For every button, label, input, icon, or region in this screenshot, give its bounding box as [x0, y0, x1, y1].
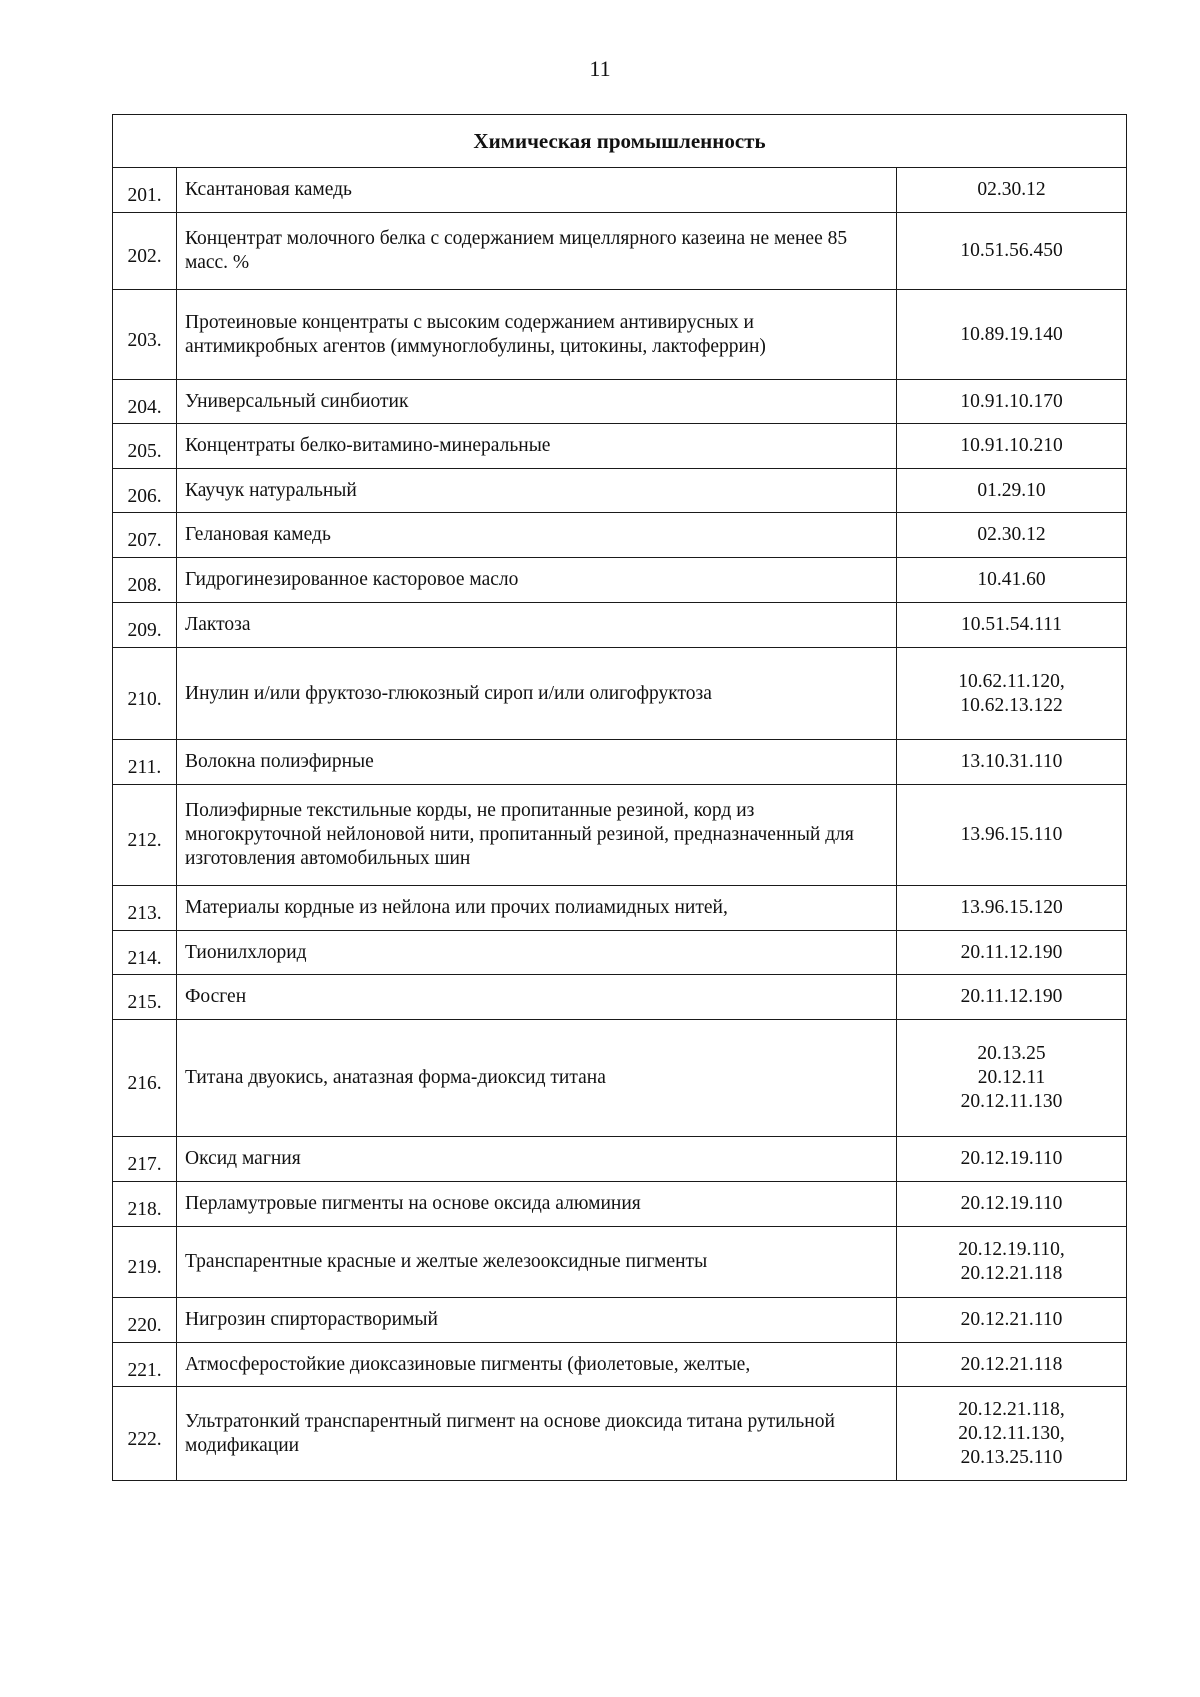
okpd-code: 10.62.13.122: [960, 694, 1063, 716]
row-number: 205.: [113, 424, 177, 469]
product-name: Инулин и/или фруктозо-глюкозный сироп и/или олигофруктоза: [177, 648, 897, 740]
table-row: [113, 1020, 1127, 1137]
okpd-code: 10.62.11.120,: [958, 670, 1065, 692]
okpd-code-cell: [897, 290, 1127, 380]
product-name: Геланoвая камедь: [177, 513, 897, 558]
okpd-code-cell: [897, 469, 1127, 513]
product-name: Концентрат молочного белка с содержанием мицеллярного казеина не менее 85 масс. %: [177, 213, 897, 290]
table-row: [113, 886, 1127, 931]
row-number: 208.: [113, 558, 177, 603]
okpd-code: 20.12.11: [977, 1067, 1046, 1088]
table-row: [113, 1298, 1127, 1343]
product-name: Атмосферостойкие диоксазиновые пигменты (фиолетовые, желтые,: [177, 1343, 897, 1387]
table-row: [113, 1343, 1127, 1387]
okpd-code: 02.30.12: [977, 524, 1046, 545]
product-name: Концентраты белко-витамино-минеральные: [177, 424, 897, 469]
product-table: [112, 114, 1127, 1481]
okpd-code-cell: [897, 213, 1127, 290]
row-number: 212.: [113, 785, 177, 886]
table-row: [113, 290, 1127, 380]
table-row: [113, 648, 1127, 740]
row-number: 203.: [113, 290, 177, 380]
okpd-code-cell: [897, 1227, 1127, 1298]
okpd-code: 20.11.12.190: [960, 941, 1063, 963]
row-number: 211.: [113, 740, 177, 785]
okpd-code: 20.12.11.130,: [958, 1422, 1065, 1444]
okpd-code: 10.51.54.111: [961, 614, 1062, 635]
okpd-code-cell: [897, 648, 1127, 740]
okpd-code-cell: [897, 168, 1127, 213]
row-number: 213.: [113, 886, 177, 931]
table-row: [113, 469, 1127, 513]
row-number: 201.: [113, 168, 177, 213]
okpd-code-cell: [897, 380, 1127, 424]
okpd-code-cell: [897, 424, 1127, 469]
table-row: [113, 1137, 1127, 1182]
product-name: Тионилхлорид: [177, 931, 897, 975]
product-name: Волокна полиэфирные: [177, 740, 897, 785]
okpd-code: 20.12.21.118: [960, 1263, 1063, 1284]
okpd-code-cell: [897, 1387, 1127, 1481]
page-number: 11: [589, 56, 611, 81]
okpd-code: 10.89.19.140: [960, 323, 1063, 345]
table-row: [113, 931, 1127, 975]
product-name: Полиэфирные текстильные корды, не пропитанные резиной, корд из многокруточной нейлоновой нити, пропитанный резиной, предназначенный для изготовления автомобильных шин: [177, 785, 897, 886]
product-name: Каучук натуральный: [177, 469, 897, 513]
product-name: Лактоза: [177, 603, 897, 648]
okpd-code-cell: [897, 886, 1127, 931]
table-row: [113, 213, 1127, 290]
row-number: 202.: [113, 213, 177, 290]
row-number: 220.: [113, 1298, 177, 1343]
okpd-code: 10.41.60: [977, 569, 1046, 590]
okpd-code-cell: [897, 558, 1127, 603]
okpd-code-cell: [897, 1020, 1127, 1137]
row-number: 210.: [113, 648, 177, 740]
okpd-code-cell: [897, 1182, 1127, 1227]
table-row: [113, 1182, 1127, 1227]
row-number: 221.: [113, 1343, 177, 1387]
okpd-code-cell: [897, 1137, 1127, 1182]
product-name: Транспарентные красные и желтые железооксидные пигменты: [177, 1227, 897, 1298]
okpd-code-cell: [897, 931, 1127, 975]
okpd-code-cell: [897, 975, 1127, 1020]
okpd-code: 20.13.25.110: [960, 1446, 1063, 1468]
okpd-code-cell: [897, 740, 1127, 785]
product-name: Ксантановая камедь: [177, 168, 897, 213]
row-number: 218.: [113, 1182, 177, 1227]
product-name: Оксид магния: [177, 1137, 897, 1182]
okpd-code: 20.12.19.110,: [958, 1239, 1065, 1260]
okpd-code: 20.12.19.110: [960, 1193, 1063, 1214]
okpd-code-cell: [897, 1343, 1127, 1387]
row-number: 215.: [113, 975, 177, 1020]
product-name: Нигрозин спирторастворимый: [177, 1298, 897, 1343]
okpd-code: 20.12.19.110: [960, 1148, 1063, 1169]
product-name: Титана двуокись, анатазная форма-диоксид титана: [177, 1020, 897, 1137]
table-row: [113, 558, 1127, 603]
okpd-code: 20.12.11.130: [960, 1091, 1063, 1112]
row-number: 222.: [113, 1387, 177, 1481]
table-row: [113, 1387, 1127, 1481]
product-name: Универсальный синбиотик: [177, 380, 897, 424]
okpd-code: 20.11.12.190: [960, 986, 1063, 1007]
okpd-code: 10.91.10.210: [960, 435, 1063, 456]
okpd-code: 13.96.15.110: [960, 824, 1063, 845]
table-row: [113, 975, 1127, 1020]
table-row: [113, 513, 1127, 558]
row-number: 206.: [113, 469, 177, 513]
row-number: 219.: [113, 1227, 177, 1298]
row-number: 204.: [113, 380, 177, 424]
okpd-code-cell: [897, 785, 1127, 886]
product-name: Перламутровые пигменты на основе оксида алюминия: [177, 1182, 897, 1227]
table-row: [113, 168, 1127, 213]
row-number: 209.: [113, 603, 177, 648]
okpd-code: 10.51.56.450: [960, 240, 1063, 261]
table-row: [113, 603, 1127, 648]
okpd-code: 02.30.12: [977, 179, 1046, 200]
okpd-code: 20.13.25: [977, 1043, 1046, 1064]
okpd-code: 01.29.10: [977, 479, 1046, 501]
row-number: 214.: [113, 931, 177, 975]
section-header-row: [113, 115, 1127, 168]
okpd-code: 10.91.10.170: [960, 390, 1063, 412]
section-title: Химическая промышленность: [113, 115, 1127, 168]
okpd-code-cell: [897, 513, 1127, 558]
row-number: 217.: [113, 1137, 177, 1182]
row-number: 207.: [113, 513, 177, 558]
row-number: 216.: [113, 1020, 177, 1137]
okpd-code: 13.10.31.110: [960, 751, 1063, 772]
product-name: Протеиновые концентраты с высоким содержанием антивирусных и антимикробных агентов (иммуноглобулины, цитокины, лактоферрин): [177, 290, 897, 380]
table-row: [113, 1227, 1127, 1298]
table-row: [113, 424, 1127, 469]
product-name: Гидрогинезированное касторовое масло: [177, 558, 897, 603]
okpd-code: 13.96.15.120: [960, 897, 1063, 918]
okpd-code-cell: [897, 1298, 1127, 1343]
product-name: Материалы кордные из нейлона или прочих полиамидных нитей,: [177, 886, 897, 931]
okpd-code-cell: [897, 603, 1127, 648]
okpd-code: 20.12.21.110: [960, 1309, 1063, 1330]
okpd-code: 20.12.21.118: [960, 1353, 1063, 1375]
table-row: [113, 785, 1127, 886]
product-name: Ультратонкий транспарентный пигмент на основе диоксида титана рутильной модификации: [177, 1387, 897, 1481]
table-row: [113, 740, 1127, 785]
okpd-code: 20.12.21.118,: [958, 1398, 1065, 1420]
product-name: Фосген: [177, 975, 897, 1020]
table-row: [113, 380, 1127, 424]
